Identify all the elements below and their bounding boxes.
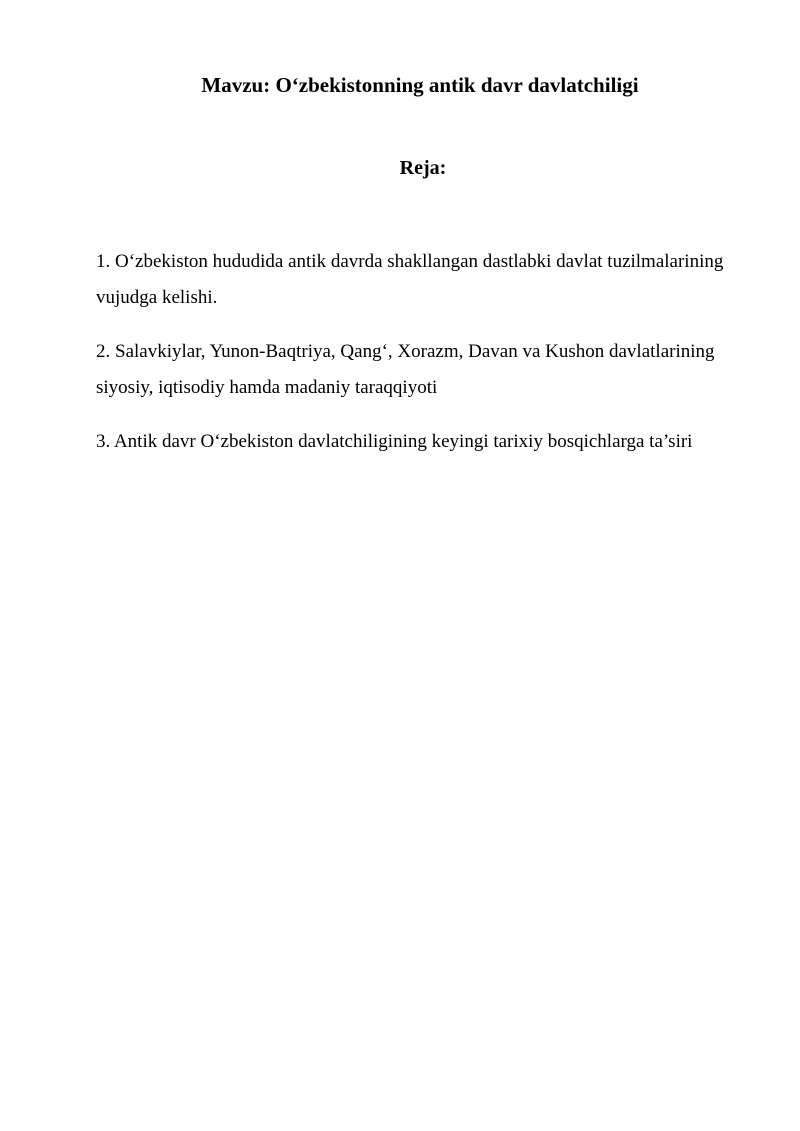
plan-item-2: 2. Salavkiylar, Yunon-Baqtriya, Qang‘, Xorazm, Davan va Kushon davlatlarining siyosiy, iqtisodiy hamda madaniy taraqqiyoti <box>96 341 715 398</box>
plan-list <box>96 244 736 478</box>
plan-item-3: 3. Antik davr O‘zbekiston davlatchiligining keyingi tarixiy bosqichlarga ta’siri <box>96 431 693 452</box>
plan-heading: Reja: <box>399 157 447 179</box>
document-title: Mavzu: O‘zbekistonning antik davr davlatchiligi <box>201 73 639 97</box>
plan-item-1: 1. O‘zbekiston hududida antik davrda shakllangan dastlabki davlat tuzilmalarining vujudga kelishi. <box>96 251 724 308</box>
